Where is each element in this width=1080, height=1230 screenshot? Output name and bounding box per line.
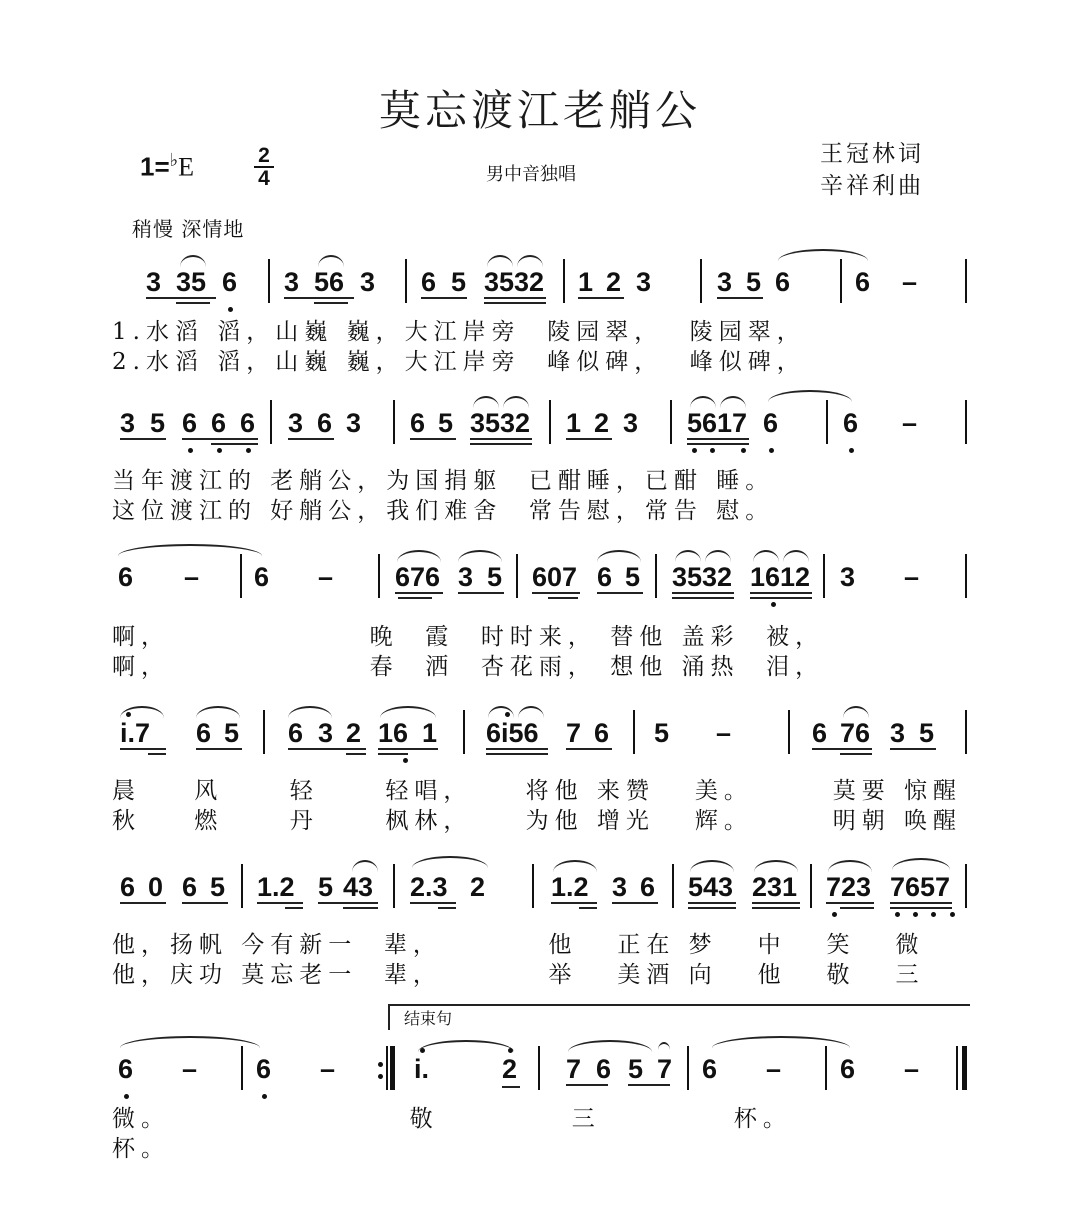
lyric-line: 晨 风 轻 轻唱， 将他 来赞 美。 莫要 惊醒 — [112, 778, 963, 804]
note: 6 — [843, 408, 859, 438]
low-octave-dot — [188, 448, 193, 453]
barline — [810, 864, 812, 908]
sustain-dash: – — [902, 408, 918, 438]
lyricist: 王冠林词 — [820, 141, 924, 167]
ending-label: 结束句 — [404, 1009, 453, 1028]
note: 2 — [470, 872, 486, 902]
barline — [240, 554, 242, 598]
note: 6 — [840, 1054, 856, 1084]
slur-arc — [487, 255, 513, 267]
beat-underline — [502, 1086, 520, 1088]
note: 3 — [717, 267, 733, 297]
barline — [826, 400, 828, 444]
barline — [633, 710, 635, 754]
note: 6 — [256, 1054, 272, 1084]
note: 231 — [752, 872, 798, 902]
note: 6 — [812, 718, 828, 748]
low-octave-dot — [246, 448, 251, 453]
note: 6 — [855, 267, 871, 297]
low-octave-dot — [769, 448, 774, 453]
low-octave-dot — [710, 448, 715, 453]
key-prefix: 1= — [140, 151, 170, 182]
beat-underline — [378, 748, 438, 750]
note: 5 — [224, 718, 240, 748]
barline — [393, 400, 395, 444]
beat-underline — [548, 597, 578, 599]
beat-underline — [318, 902, 378, 904]
note: 76 — [840, 718, 871, 748]
barline — [241, 1046, 243, 1090]
barline — [270, 400, 272, 444]
beat-underline — [628, 1084, 670, 1086]
score-system — [0, 706, 1080, 846]
note: 2 — [594, 408, 610, 438]
barline — [965, 259, 967, 303]
slur-arc — [288, 706, 332, 718]
barline — [700, 259, 702, 303]
sustain-dash: – — [904, 1054, 920, 1084]
barline — [965, 554, 967, 598]
note: 3 — [120, 408, 136, 438]
beat-underline — [578, 297, 624, 299]
sustain-dash: – — [318, 562, 334, 592]
lyric-line: 2.水滔 滔，山巍 巍，大江岸旁 峰似碑， 峰似碑， — [112, 349, 806, 375]
beat-underline — [812, 748, 872, 750]
note: 43 — [343, 872, 374, 902]
slur-arc — [778, 249, 868, 261]
barline — [463, 710, 465, 754]
note: 56 — [314, 267, 345, 297]
lyric-line: 微。 敬 三 杯。 — [112, 1106, 792, 1132]
note: 1612 — [750, 562, 811, 592]
note: 7 — [657, 1054, 673, 1084]
score-system — [0, 396, 1080, 536]
slur-arc — [397, 550, 441, 562]
lyric-line: 啊， 晚 霞 时时来， 替他 盖彩 被， — [112, 624, 825, 650]
slur-arc — [597, 550, 641, 562]
beat-underline — [196, 748, 242, 750]
note: 5 — [628, 1054, 644, 1084]
slur-arc — [568, 1040, 652, 1052]
lyric-line: 他，扬帆 今有新一 辈， 他 正在 梦 中 笑 微 — [112, 932, 925, 958]
beat-underline — [378, 753, 408, 755]
note: 5 — [150, 408, 166, 438]
score-system — [0, 1009, 1080, 1182]
repeat-barline-thick — [390, 1046, 395, 1090]
note: 6 — [594, 718, 610, 748]
low-octave-dot — [403, 758, 408, 763]
slur-arc — [553, 860, 597, 872]
beat-underline — [688, 902, 736, 904]
beat-underline — [458, 592, 504, 594]
note: 3 — [458, 562, 474, 592]
barline — [378, 554, 380, 598]
barline — [563, 259, 565, 303]
beat-underline — [890, 907, 952, 909]
slur-arc — [705, 550, 731, 562]
beat-underline — [717, 297, 763, 299]
note: 3 — [146, 267, 162, 297]
slur-arc — [712, 1036, 850, 1048]
beat-underline — [120, 748, 166, 750]
beat-underline — [438, 907, 456, 909]
slur-arc — [196, 706, 240, 718]
note: 5 — [451, 267, 467, 297]
low-octave-dot — [931, 912, 936, 917]
slur-arc — [690, 396, 716, 408]
note: 6 — [254, 562, 270, 592]
beat-underline — [484, 302, 546, 304]
beat-underline — [395, 592, 443, 594]
note: 35 — [176, 267, 207, 297]
beat-underline — [146, 297, 216, 299]
tempo-marking: 稍慢 深情地 — [132, 217, 245, 241]
beat-underline — [672, 597, 734, 599]
low-octave-dot — [950, 912, 955, 917]
slur-arc — [120, 706, 164, 718]
barline — [532, 864, 534, 908]
beat-underline — [120, 438, 166, 440]
barline — [655, 554, 657, 598]
barline — [825, 1046, 827, 1090]
sustain-dash: – — [320, 1054, 336, 1084]
barline — [670, 400, 672, 444]
time-signature — [254, 146, 274, 188]
low-octave-dot — [771, 602, 776, 607]
final-barline-thin — [956, 1046, 958, 1090]
low-octave-dot — [913, 912, 918, 917]
final-barline-thick — [962, 1046, 967, 1090]
note: 5 — [438, 408, 454, 438]
slur-arc — [783, 550, 809, 562]
beat-underline — [826, 902, 874, 904]
barline — [516, 554, 518, 598]
score-system — [0, 255, 1080, 395]
note: 6 — [596, 1054, 612, 1084]
note: 6 — [240, 408, 256, 438]
beat-underline — [257, 902, 303, 904]
note: 3 — [612, 872, 628, 902]
note: 6 — [421, 267, 437, 297]
beat-underline — [484, 297, 546, 299]
beat-underline — [687, 438, 749, 440]
beat-underline — [532, 592, 580, 594]
repeat-dot — [378, 1062, 383, 1067]
repeat-barline-thin — [386, 1046, 388, 1090]
note: 6 — [640, 872, 656, 902]
beat-underline — [840, 907, 874, 909]
slur-arc — [517, 255, 543, 267]
sustain-dash: – — [904, 562, 920, 592]
note: 6 — [763, 408, 779, 438]
slur-arc — [318, 255, 344, 267]
note: 1 — [566, 408, 582, 438]
beat-underline — [597, 592, 643, 594]
low-octave-dot — [741, 448, 746, 453]
note: 1.2 — [551, 872, 589, 902]
barline — [965, 710, 967, 754]
barline — [263, 710, 265, 754]
lyric-line: 杯。 — [112, 1136, 170, 1162]
note: 3 — [346, 408, 362, 438]
lyric-line: 当年渡江的 老艄公，为国捐躯 已酣睡，已酣 睡。 — [112, 468, 775, 494]
note: 6 — [317, 408, 333, 438]
slur-arc — [720, 396, 746, 408]
low-octave-dot — [262, 1094, 267, 1099]
note: 6 — [211, 408, 227, 438]
low-octave-dot — [692, 448, 697, 453]
beat-underline — [566, 1084, 608, 1086]
barline — [823, 554, 825, 598]
beat-underline — [486, 748, 548, 750]
beat-underline — [410, 438, 456, 440]
beat-underline — [688, 907, 736, 909]
note: 5 — [210, 872, 226, 902]
slur-arc — [828, 860, 872, 872]
beat-underline — [314, 302, 348, 304]
beat-underline — [284, 297, 354, 299]
low-octave-dot — [832, 912, 837, 917]
slur-arc — [352, 860, 378, 872]
sustain-dash: – — [902, 267, 918, 297]
beat-underline — [890, 748, 936, 750]
repeat-dot — [378, 1074, 383, 1079]
beat-underline — [410, 902, 456, 904]
sustain-dash: – — [766, 1054, 782, 1084]
slur-arc — [892, 858, 950, 870]
lyric-line: 啊， 春 洒 杏花雨， 想他 涌热 泪， — [112, 654, 825, 680]
note: 5 — [919, 718, 935, 748]
beat-underline — [285, 907, 303, 909]
note: 5 — [487, 562, 503, 592]
beat-underline — [486, 753, 548, 755]
slur-arc — [473, 396, 499, 408]
note: 5 — [625, 562, 641, 592]
beat-underline — [398, 597, 432, 599]
note: 3532 — [484, 267, 545, 297]
beat-underline — [470, 443, 532, 445]
time-bottom: 4 — [258, 167, 270, 190]
note: 3 — [840, 562, 856, 592]
lyric-line: 这位渡江的 好艄公，我们难舍 常告慰，常告 慰。 — [112, 498, 775, 524]
beat-underline — [343, 907, 378, 909]
note: 6 — [118, 562, 134, 592]
slur-arc — [180, 255, 206, 267]
barline — [965, 400, 967, 444]
note: 3532 — [470, 408, 531, 438]
score-system — [0, 550, 1080, 690]
barline — [965, 864, 967, 908]
barline — [405, 259, 407, 303]
slur-arc — [418, 1040, 514, 1052]
low-octave-dot — [895, 912, 900, 917]
barline — [268, 259, 270, 303]
note: 1 — [578, 267, 594, 297]
low-octave-dot — [228, 307, 233, 312]
note: 1.2 — [257, 872, 295, 902]
note: i. — [414, 1054, 430, 1084]
beat-underline — [421, 297, 467, 299]
note: 6 — [597, 562, 613, 592]
time-top: 2 — [258, 144, 270, 167]
slur-arc — [412, 856, 488, 868]
beat-underline — [182, 438, 258, 440]
slur-arc — [120, 1036, 260, 1048]
barline — [788, 710, 790, 754]
beat-underline — [579, 907, 597, 909]
beat-underline — [752, 902, 800, 904]
beat-underline — [840, 753, 872, 755]
beat-underline — [612, 902, 658, 904]
slur-arc — [488, 706, 514, 718]
note: 5 — [318, 872, 334, 902]
note: 6 — [118, 1054, 134, 1084]
beat-underline — [470, 438, 532, 440]
note: 1 — [422, 718, 438, 748]
composer: 辛祥利曲 — [820, 173, 924, 199]
note: 3 — [284, 267, 300, 297]
slur-arc — [754, 860, 798, 872]
note: 3532 — [672, 562, 733, 592]
slur-arc — [503, 396, 529, 408]
beat-underline — [566, 748, 612, 750]
note: 7 — [566, 1054, 582, 1084]
note: 6 — [775, 267, 791, 297]
note: 5617 — [687, 408, 748, 438]
sustain-dash: – — [184, 562, 200, 592]
note: 5 — [746, 267, 762, 297]
note: 6 — [182, 408, 198, 438]
sustain-dash: – — [182, 1054, 198, 1084]
low-octave-dot — [124, 1094, 129, 1099]
note: 6 — [196, 718, 212, 748]
beat-underline — [750, 592, 812, 594]
beat-underline — [211, 443, 258, 445]
note: 607 — [532, 562, 578, 592]
barline — [549, 400, 551, 444]
low-octave-dot — [217, 448, 222, 453]
note: 6 — [288, 718, 304, 748]
slur-arc — [458, 550, 502, 562]
slur-arc — [380, 706, 436, 718]
beat-underline — [176, 302, 210, 304]
beat-underline — [672, 592, 734, 594]
note: 6 — [182, 872, 198, 902]
slur-arc — [843, 706, 869, 718]
beat-underline — [566, 438, 612, 440]
barline — [538, 1046, 540, 1090]
lyric-line: 秋 燃 丹 枫林， 为他 增光 辉。 明朝 唤醒 — [112, 808, 963, 834]
lyric-line: 他，庆功 莫忘老一 辈， 举 美酒 向 他 敬 三 — [112, 962, 925, 988]
note: 3 — [636, 267, 652, 297]
note: i.7 — [120, 718, 151, 748]
barline — [840, 259, 842, 303]
note: 6i56 — [486, 718, 539, 748]
note: 7657 — [890, 872, 951, 902]
slur-arc — [118, 544, 262, 556]
note: 6 — [120, 872, 136, 902]
barline — [241, 864, 243, 908]
beat-underline — [890, 902, 952, 904]
note: 3 — [890, 718, 906, 748]
note: 2 — [502, 1054, 518, 1084]
note: 2 — [606, 267, 622, 297]
key-signature — [140, 150, 194, 183]
fermata-icon — [658, 1042, 670, 1050]
beat-underline — [120, 902, 166, 904]
song-title: 莫忘渡江老艄公 — [378, 86, 701, 135]
note: 5 — [654, 718, 670, 748]
barline — [393, 864, 395, 908]
beat-underline — [752, 907, 800, 909]
note: 2 — [346, 718, 362, 748]
note: 7 — [566, 718, 582, 748]
beat-underline — [750, 597, 812, 599]
lyric-line: 1.水滔 滔，山巍 巍，大江岸旁 陵园翠， 陵园翠， — [112, 319, 806, 345]
barline — [687, 1046, 689, 1090]
note: 6 — [222, 267, 238, 297]
barline — [672, 864, 674, 908]
low-octave-dot — [849, 448, 854, 453]
slur-arc — [518, 706, 544, 718]
beat-underline — [288, 438, 334, 440]
note: 6 — [410, 408, 426, 438]
performer-label: 男中音独唱 — [486, 164, 576, 185]
sustain-dash: – — [716, 718, 732, 748]
note: 3 — [623, 408, 639, 438]
beat-underline — [551, 902, 597, 904]
slur-arc — [675, 550, 701, 562]
note: 6 — [702, 1054, 718, 1084]
score-system — [0, 860, 1080, 1000]
slur-arc — [753, 550, 779, 562]
beat-underline — [346, 753, 366, 755]
ending-bracket — [388, 1004, 970, 1030]
key-note: E — [178, 152, 195, 182]
note: 3 — [360, 267, 376, 297]
note: 676 — [395, 562, 441, 592]
flat-sign: ♭ — [169, 150, 179, 170]
note: 543 — [688, 872, 734, 902]
beat-underline — [687, 443, 749, 445]
note: 0 — [148, 872, 164, 902]
beat-underline — [182, 902, 228, 904]
note: 3 — [318, 718, 334, 748]
note: 16 — [378, 718, 409, 748]
beat-underline — [148, 753, 166, 755]
note: 2.3 — [410, 872, 448, 902]
beat-underline — [288, 748, 366, 750]
slur-arc — [690, 860, 734, 872]
credits — [820, 138, 924, 202]
note: 3 — [288, 408, 304, 438]
note: 723 — [826, 872, 872, 902]
